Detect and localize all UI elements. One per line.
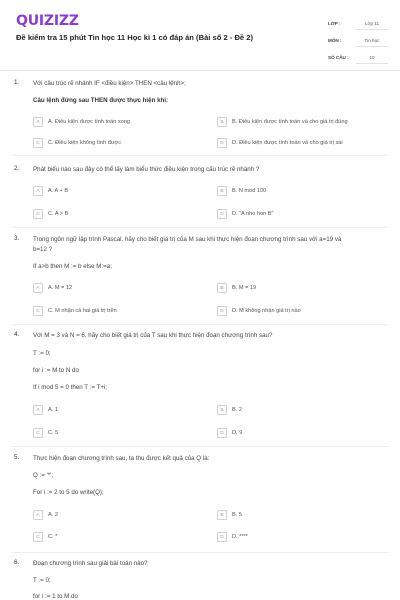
meta-panel [328,16,388,67]
option-letter: A [33,405,43,415]
meta-row-class [328,16,388,31]
option-d[interactable] [217,427,242,439]
question-divider [12,324,388,325]
option-letter: A [33,186,43,196]
question-code: For i := 2 to 5 do write(Q); [33,489,104,496]
option-d[interactable] [217,137,343,149]
option-b[interactable] [217,282,256,294]
option-text: A. 1 [48,407,58,413]
meta-value: 10 [356,51,388,64]
option-text: C. * [48,534,58,540]
question-code: If a>b then M := b else M:=a; [33,263,112,270]
question-prompt: Câu lệnh đứng sau THEN được thực hiện khi: [33,97,169,104]
question-divider [12,155,388,156]
question-text: Phát biểu nào sau đây có thể lấy làm biểu thức điều kiện trong cấu trúc rẽ nhánh ? [33,166,260,173]
question-text: Với câu trúc rẽ nhánh IF <điều kiện> THEN <câu lệnh>; [33,80,186,87]
question-number: 4. [14,331,20,338]
question-divider [12,446,388,447]
option-letter: C [33,428,43,438]
option-text: B. 2 [232,407,242,413]
question-text: Trong ngôn ngữ lập trình Pascal, hãy cho biết giá trị của M sau khi thực hiện đoạn chương trình sau với a=19 và [33,236,342,243]
question-divider [12,227,388,228]
option-letter: B [217,117,227,127]
option-text: A. A + B [48,188,69,194]
option-text: A. 2 [48,512,58,518]
option-b[interactable] [217,404,242,416]
question-code: If i mod 5 = 0 then T := T+i; [33,384,108,391]
question-number: 3. [14,235,20,242]
option-c[interactable] [33,531,57,543]
option-d[interactable] [217,305,301,317]
question-number: 5. [14,454,20,461]
question-text: Thực hiện đoạn chương trình sau, ta thu được kết quả của Q là: [33,455,210,462]
option-letter: B [217,283,227,293]
option-text: D. “A nho hon B” [232,211,274,217]
meta-label: LỚP : [328,21,341,26]
question-code: T := 0; [33,577,51,584]
option-text: D. M không nhận giá trị nào [232,308,301,314]
document-title: Đề kiểm tra 15 phút Tin học 11 Học kì 1 có đáp án (Bài số 2 - Đề 2) [16,33,254,42]
question-code: T := 0; [33,350,51,357]
option-letter: D [217,306,227,316]
option-letter: A [33,117,43,127]
option-text: A. Điều kiện được tính toán xong [48,119,131,125]
option-letter: A [33,283,43,293]
option-letter: D [217,209,227,219]
question-divider [12,552,388,553]
option-text: A. M = 12 [48,285,73,291]
option-letter: A [33,510,43,520]
option-letter: D [217,532,227,542]
option-letter: D [217,138,227,148]
option-d[interactable] [217,208,273,220]
question-code: for i := 1 to M do [33,593,78,600]
option-a[interactable] [33,404,58,416]
option-text: C. A > B [48,211,69,217]
question-code: Q := '*'; [33,472,54,479]
header-divider [0,70,400,71]
question-number: 2. [14,165,20,172]
option-text: B. N mod 100 [232,188,267,194]
option-text: C. 5 [48,430,59,436]
option-c[interactable] [33,137,121,149]
option-c[interactable] [33,427,58,439]
option-b[interactable] [217,185,266,197]
quizizz-logo: QUIZIZZ [16,13,79,29]
option-a[interactable] [33,116,130,128]
option-a[interactable] [33,509,58,521]
option-text: D. **** [232,534,248,540]
question-text: b=12 ? [33,246,53,253]
meta-row-question-count [328,50,388,65]
option-text: B. 5 [232,512,242,518]
question-text: Với M = 3 và N = 6, hãy cho biết giá trị của T sau khi thực hiện đoạn chương trình sau? [33,332,273,339]
option-text: C. Điều kiện không tính được [48,140,122,146]
option-c[interactable] [33,305,117,317]
option-letter: C [33,532,43,542]
option-text: B. M = 19 [232,285,257,291]
option-a[interactable] [33,185,68,197]
option-letter: B [217,510,227,520]
meta-label: SỐ CÂU : [328,55,349,60]
option-text: B. Điều kiện được tính toán và cho giá trị đúng [232,119,348,125]
question-number: 6. [14,559,20,566]
option-letter: C [33,209,43,219]
option-b[interactable] [217,116,348,128]
option-text: C. M nhận cả hai giá trị trên [48,308,117,314]
option-letter: C [33,306,43,316]
option-letter: C [33,138,43,148]
option-letter: B [217,186,227,196]
option-letter: D [217,428,227,438]
option-text: D. 9 [232,430,243,436]
option-letter: B [217,405,227,415]
meta-label: MÔN : [328,38,342,43]
meta-row-subject [328,33,388,48]
option-text: D. Điều kiện được tính toán và cho giá trị sai [232,140,343,146]
option-c[interactable] [33,208,68,220]
option-b[interactable] [217,509,242,521]
option-d[interactable] [217,531,248,543]
question-code: for i := M to N do [33,367,79,374]
question-text: Đoạn chương trình sau giải bài toán nào? [33,560,148,567]
option-a[interactable] [33,282,72,294]
meta-value: Tin học [356,34,388,47]
question-number: 1. [14,79,20,86]
meta-value: Lớp 11 [356,17,388,30]
